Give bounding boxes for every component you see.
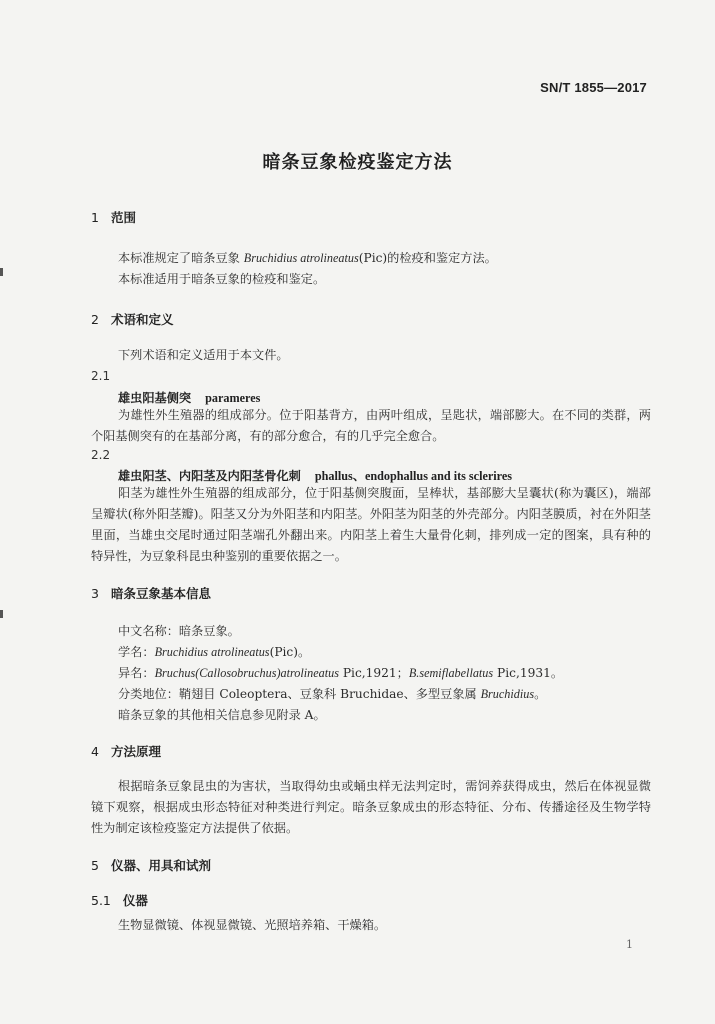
text: 本标准规定了暗条豆象 <box>118 251 244 265</box>
paragraph <box>118 642 658 663</box>
section-title: 暗条豆象基本信息 <box>110 586 211 601</box>
text: 。 <box>534 687 547 701</box>
text: Pic,1931。 <box>493 666 564 680</box>
document-title: 暗条豆象检疫鉴定方法 <box>262 152 453 173</box>
section-number: 3 <box>91 586 99 601</box>
paragraph: 根据暗条豆象昆虫的为害状，当取得幼虫或蛹虫样无法判定时，需饲养获得成虫，然后在体视显微镜下观察，根据成虫形态特征对种类进行判定。暗条豆象成虫的形态特征、分布、传播途径及生物学特性为制定该检疫鉴定方法提供了依据。 <box>91 779 651 835</box>
paragraph: 生物显微镜、体视显微镜、光照培养箱、干燥箱。 <box>118 918 387 932</box>
text: 学名： <box>118 645 155 659</box>
text: (Pic)。 <box>269 645 311 659</box>
term-english: phallus、endophallus and its sclerires <box>314 469 513 483</box>
term-english: parameres <box>205 391 261 405</box>
page-number: 1 <box>626 938 633 951</box>
section-number: 4 <box>91 744 99 759</box>
paragraph: 下列术语和定义适用于本文件。 <box>118 348 289 362</box>
paragraph <box>118 663 658 684</box>
text: Pic,1921； <box>338 666 409 680</box>
scientific-name: Bruchidius atrolineatus <box>243 251 359 265</box>
text: 异名： <box>118 666 155 680</box>
text: 分类地位：鞘翅目 Coleoptera、豆象科 Bruchidae、多型豆象属 <box>118 687 481 701</box>
section-4-heading <box>91 742 161 760</box>
section-title: 范围 <box>110 210 136 225</box>
section-5-heading <box>91 856 211 874</box>
scientific-name: Bruchus <box>154 666 196 680</box>
section-1-heading <box>91 208 136 226</box>
paragraph: 中文名称：暗条豆象。 <box>118 624 240 638</box>
term-heading <box>118 467 512 484</box>
binding-mark <box>0 268 3 276</box>
section-title: 方法原理 <box>110 744 161 759</box>
paragraph: 暗条豆象的其他相关信息参见附录 A。 <box>118 708 326 722</box>
term-definition: 阳茎为雄性外生殖器的组成部分，位于阳基侧突腹面，呈棒状，基部膨大呈囊状(称为囊区)，端部呈瓣状(称外阳茎瓣)。阳茎又分为外阳茎和内阳茎。外阳茎为阳茎的外壳部分。内阳茎膜质，衬在外阳茎里面，当雄虫交尾时通过阳茎端孔外翻出来。内阳茎上着生大量骨化刺，排列成一定的图案，具有种的特异性，为豆象科昆虫种鉴别的重要依据之一。 <box>91 486 651 563</box>
section-title: 仪器 <box>122 893 148 908</box>
paragraph <box>118 684 658 705</box>
subclause-number: 2.2 <box>91 448 111 462</box>
term-definition: 为雄性外生殖器的组成部分。位于阳基背方，由两叶组成，呈匙状，端部膨大。在不同的类群，两个阳基侧突有的在基部分离，有的部分愈合，有的几乎完全愈合。 <box>91 408 651 443</box>
section-title: 仪器、用具和试剂 <box>110 858 211 873</box>
section-title: 术语和定义 <box>110 312 174 327</box>
scientific-name: (Callosobruchus)atrolineatus <box>195 666 339 680</box>
section-3-heading <box>91 584 211 602</box>
standard-number: SN/T 1855—2017 <box>540 80 647 95</box>
paragraph: 本标准适用于暗条豆象的检疫和鉴定。 <box>118 272 326 286</box>
scientific-name: Bruchidius <box>480 687 535 701</box>
section-number: 5.1 <box>91 893 111 908</box>
paragraph <box>118 248 658 269</box>
binding-mark <box>0 610 3 618</box>
subsection-5-1-heading <box>91 891 148 909</box>
scientific-name: B.semiflabellatus <box>408 666 494 680</box>
scientific-name: Bruchidius atrolineatus <box>154 645 270 659</box>
section-2-heading <box>91 310 173 328</box>
section-number: 5 <box>91 858 99 873</box>
term-chinese: 雄虫阳基侧突 <box>118 391 192 405</box>
term-heading <box>118 389 260 406</box>
section-number: 1 <box>91 210 99 225</box>
text: (Pic)的检疫和鉴定方法。 <box>358 251 497 265</box>
term-chinese: 雄虫阳茎、内阳茎及内阳茎骨化刺 <box>118 469 301 483</box>
subclause-number: 2.1 <box>91 369 111 383</box>
section-number: 2 <box>91 312 99 327</box>
